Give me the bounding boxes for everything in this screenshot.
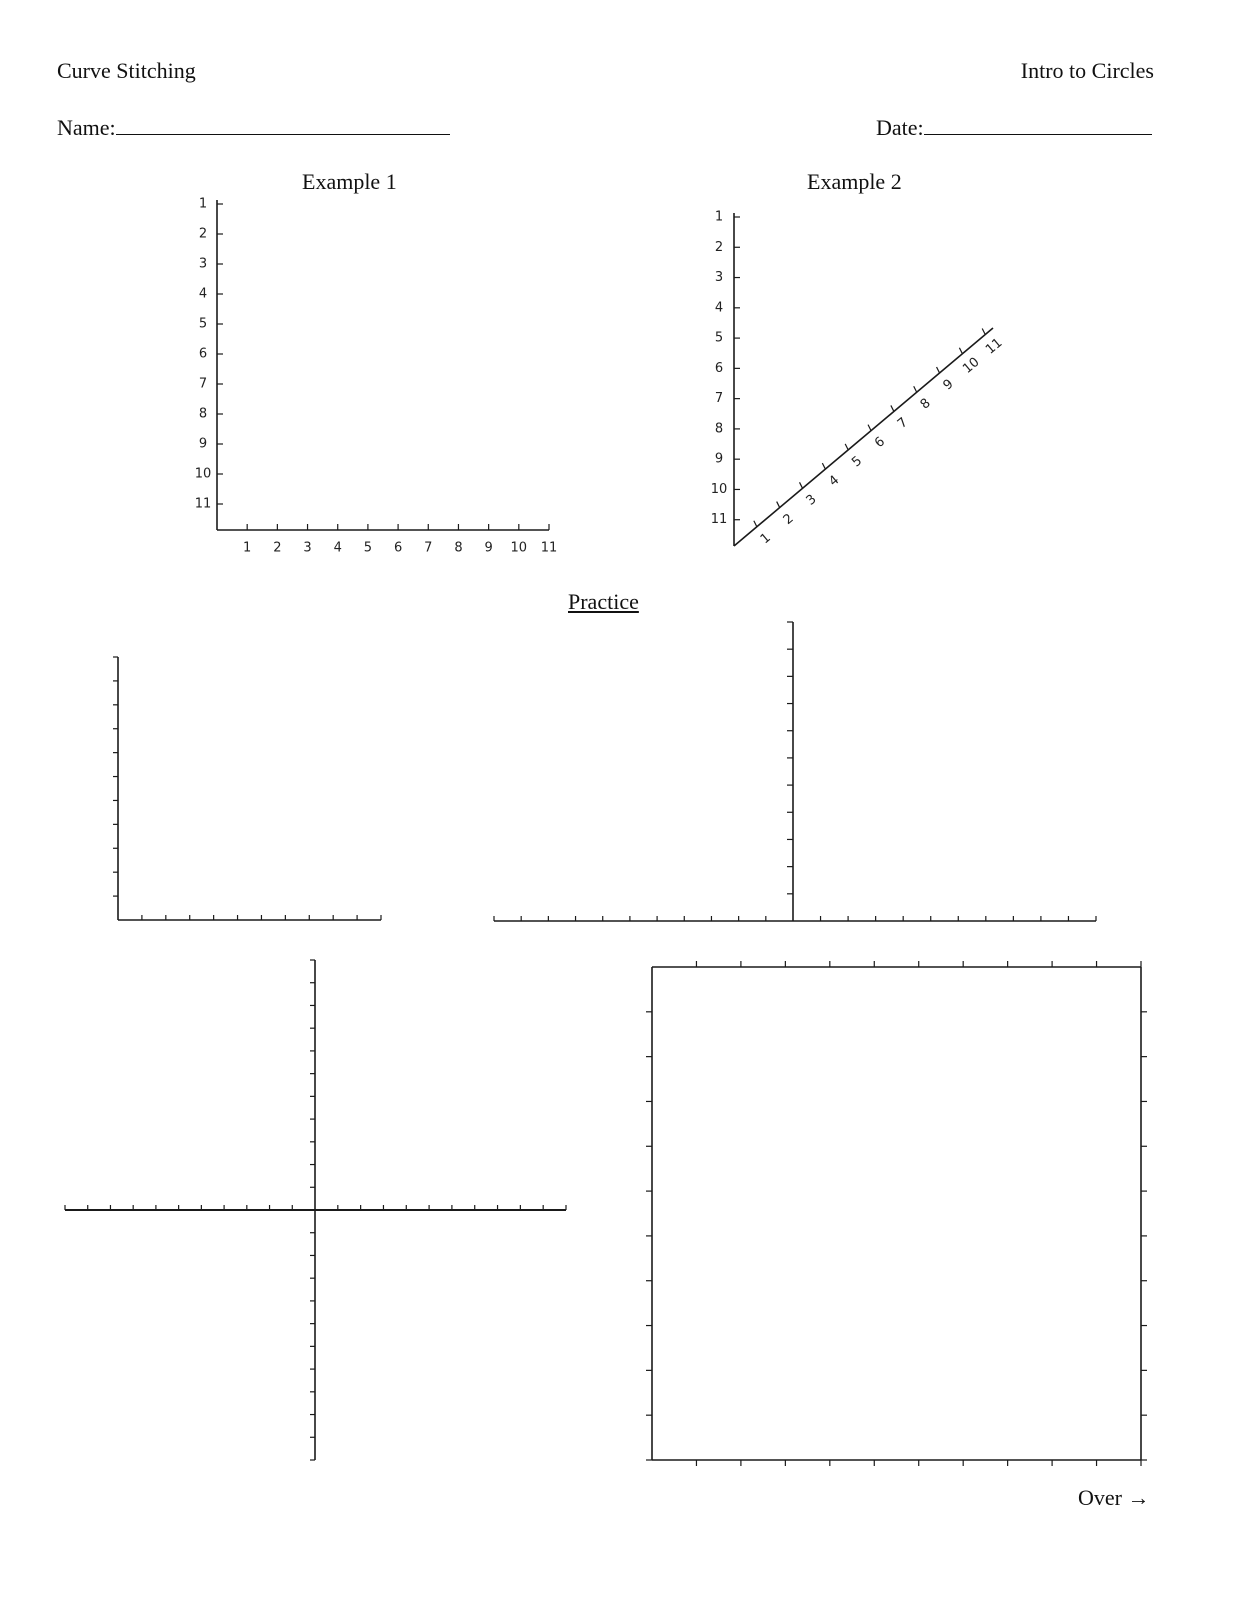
diagonal-tick-label: 11 xyxy=(983,335,1006,358)
right-arrow-icon: → xyxy=(1127,1485,1150,1510)
practice-cross xyxy=(65,960,566,1460)
horizontal-tick-label: 11 xyxy=(540,540,558,556)
vertical-tick-label: 7 xyxy=(198,376,208,392)
vertical-tick-label: 7 xyxy=(714,391,724,407)
date-label: Date: xyxy=(876,115,924,140)
name-label: Name: xyxy=(57,115,116,140)
example-2-title: Example 2 xyxy=(807,169,902,194)
horizontal-tick-label: 1 xyxy=(243,540,252,556)
diagonal-tick xyxy=(777,502,780,508)
diagonal-tick-label: 2 xyxy=(780,511,797,528)
vertical-tick-label: 5 xyxy=(198,316,208,332)
horizontal-tick-label: 9 xyxy=(484,540,493,556)
vertical-tick-label: 6 xyxy=(198,346,208,362)
vertical-tick-label: 1 xyxy=(714,209,724,225)
vertical-tick-label: 10 xyxy=(710,481,728,497)
vertical-tick-label: 4 xyxy=(198,286,208,302)
diagonal-tick-label: 10 xyxy=(960,354,983,377)
worksheet-title: Curve Stitching xyxy=(57,58,196,83)
diagonal-tick-label: 8 xyxy=(917,395,934,413)
unit-title: Intro to Circles xyxy=(1020,58,1154,83)
vertical-tick-label: 3 xyxy=(198,256,208,272)
horizontal-tick-label: 10 xyxy=(510,540,528,556)
vertical-tick-label: 10 xyxy=(194,466,212,482)
diagonal-axis xyxy=(734,328,993,546)
horizontal-tick-label: 3 xyxy=(303,540,312,556)
diagonal-tick xyxy=(868,425,871,431)
diagonal-tick-label: 6 xyxy=(872,434,889,452)
diagonal-tick xyxy=(937,367,940,373)
vertical-tick-label: 9 xyxy=(198,436,208,452)
vertical-tick-label: 6 xyxy=(714,360,724,376)
diagonal-tick-label: 7 xyxy=(894,415,911,432)
vertical-tick-label: 8 xyxy=(198,406,208,422)
practice-title: Practice xyxy=(568,589,639,614)
diagonal-tick-label: 9 xyxy=(940,376,957,394)
diagonal-tick xyxy=(891,405,894,411)
vertical-tick-label: 5 xyxy=(714,330,724,346)
diagonal-tick xyxy=(982,329,985,335)
vertical-tick-label: 11 xyxy=(710,512,728,528)
horizontal-tick-label: 7 xyxy=(424,540,433,556)
example-2-angle xyxy=(711,210,1006,548)
example-1-title: Example 1 xyxy=(302,169,397,194)
diagonal-tick xyxy=(845,444,848,450)
diagonal-tick xyxy=(754,521,757,527)
vertical-tick-label: 4 xyxy=(714,300,724,316)
practice-inverted-t xyxy=(494,622,1096,921)
vertical-tick-label: 2 xyxy=(714,239,724,255)
diagonal-tick-label: 1 xyxy=(757,530,774,548)
diagonal-tick-label: 3 xyxy=(803,491,820,509)
practice-square xyxy=(646,961,1147,1466)
over-label: Over xyxy=(1078,1485,1122,1510)
diagonal-tick-label: 5 xyxy=(849,453,866,471)
diagonal-tick xyxy=(914,386,917,392)
horizontal-tick-label: 6 xyxy=(393,540,403,556)
diagonal-tick xyxy=(800,482,803,488)
vertical-tick-label: 3 xyxy=(714,270,724,286)
diagonal-tick-label: 4 xyxy=(826,472,843,490)
vertical-tick-label: 8 xyxy=(714,421,724,437)
example-1-axes xyxy=(195,197,558,556)
horizontal-tick-label: 4 xyxy=(333,540,342,556)
vertical-tick-label: 1 xyxy=(198,196,208,212)
diagonal-tick xyxy=(822,463,825,469)
horizontal-tick-label: 8 xyxy=(454,540,463,556)
horizontal-tick-label: 5 xyxy=(363,540,373,556)
horizontal-tick-label: 2 xyxy=(273,540,282,556)
vertical-tick-label: 11 xyxy=(194,496,212,512)
vertical-tick-label: 2 xyxy=(198,226,208,242)
vertical-tick-label: 9 xyxy=(714,451,724,467)
diagonal-tick xyxy=(959,348,962,354)
practice-right-angle xyxy=(113,657,381,920)
